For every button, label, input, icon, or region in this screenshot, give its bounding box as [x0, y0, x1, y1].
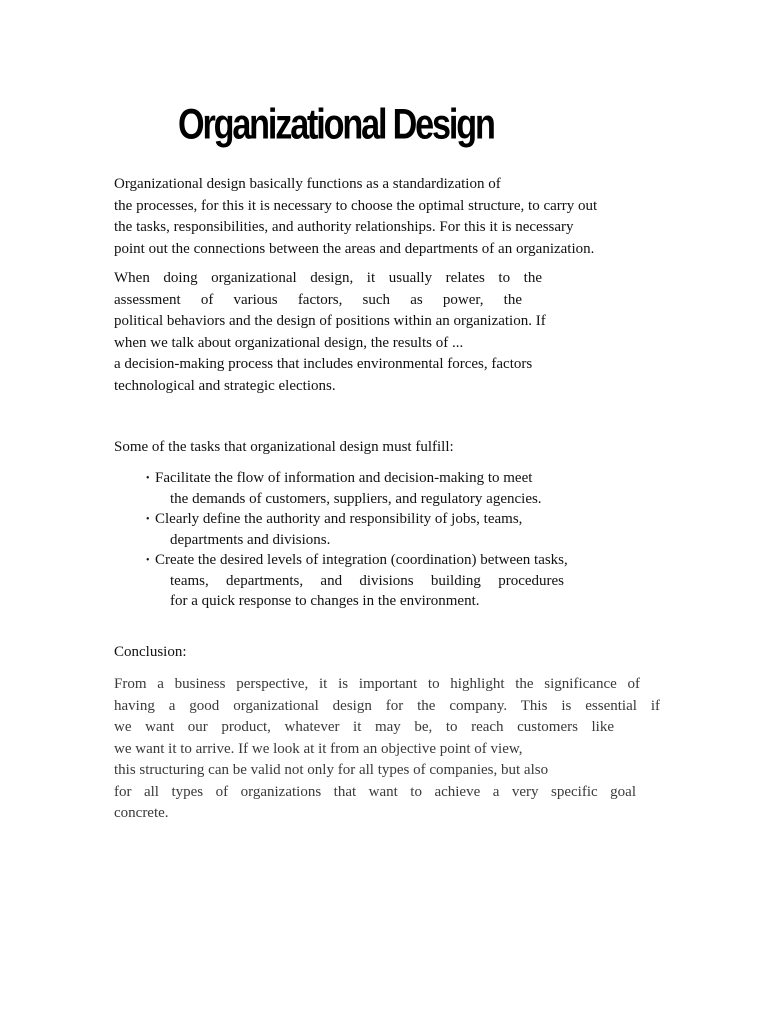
- paragraph-line: this structuring can be valid not only for all types of companies, but also: [114, 762, 549, 778]
- paragraph-line: for all types of organizations that want to achieve a very specific goal: [114, 783, 636, 800]
- bullet-icon: •: [146, 514, 150, 525]
- paragraph-line: having a good organizational design for the company. This is essential if: [114, 697, 660, 714]
- conclusion-heading: Conclusion:: [114, 644, 187, 660]
- conclusion-paragraph: [114, 674, 660, 825]
- list-item-text: teams, departments, and divisions building procedures: [170, 573, 564, 589]
- list-item: [146, 468, 636, 509]
- paragraph-line: a decision-making process that includes environmental forces, factors: [114, 356, 533, 372]
- list-item-text: departments and divisions.: [170, 532, 331, 548]
- second-paragraph: [114, 268, 606, 397]
- list-item: [146, 550, 636, 611]
- list-item-text: the demands of customers, suppliers, and regulatory agencies.: [170, 491, 542, 507]
- paragraph-line: the processes, for this it is necessary to choose the optimal structure, to carry out: [114, 197, 598, 214]
- paragraph-line: political behaviors and the design of positions within an organization. If: [114, 313, 546, 329]
- paragraph-line: point out the connections between the areas and departments of an organization.: [114, 240, 595, 257]
- list-item-text: for a quick response to changes in the environment.: [170, 593, 480, 609]
- tasks-list: [146, 468, 636, 611]
- bullet-icon: •: [146, 473, 150, 484]
- paragraph-line: assessment of various factors, such as power, the: [114, 291, 522, 308]
- paragraph-line: we want it to arrive. If we look at it from an objective point of view,: [114, 740, 523, 757]
- list-item-text: Clearly define the authority and responsibility of jobs, teams,: [155, 511, 523, 527]
- paragraph-line: technological and strategic elections.: [114, 377, 336, 394]
- paragraph-line: From a business perspective, it is important to highlight the significance of: [114, 676, 640, 692]
- paragraph-line: we want our product, whatever it may be, to reach customers like: [114, 719, 614, 735]
- paragraph-line: when we talk about organizational design, the results of ...: [114, 334, 464, 351]
- paragraph-line: Organizational design basically functions as a standardization of: [114, 176, 501, 192]
- document-title: Organizational Design: [178, 101, 494, 149]
- list-item-text: Create the desired levels of integration (coordination) between tasks,: [155, 552, 568, 568]
- paragraph-line: When doing organizational design, it usually relates to the: [114, 270, 542, 286]
- list-item-text: Facilitate the flow of information and decision-making to meet: [155, 470, 533, 486]
- tasks-intro: Some of the tasks that organizational design must fulfill:: [114, 439, 454, 455]
- list-item: [146, 509, 636, 550]
- bullet-icon: •: [146, 555, 150, 566]
- paragraph-line: concrete.: [114, 805, 169, 821]
- intro-paragraph: [114, 174, 636, 260]
- paragraph-line: the tasks, responsibilities, and authority relationships. For this it is necessary: [114, 219, 574, 235]
